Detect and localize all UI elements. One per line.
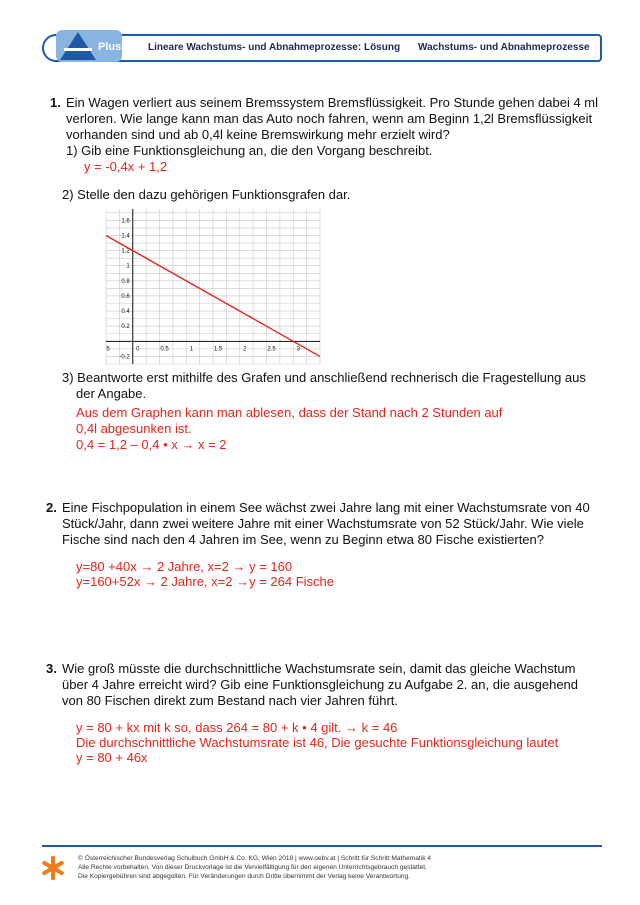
- y-tick-label: 0.6: [121, 293, 130, 300]
- task1-sub3: 3) Beantworte erst mithilfe des Grafen und anschließend rechnerisch die Fragestellung aus: [62, 370, 586, 385]
- task2-number: 2.: [46, 500, 57, 515]
- task1-sub2: 2) Stelle den dazu gehörigen Funktionsgrafen dar.: [62, 187, 351, 202]
- task3-answer: Die durchschnittliche Wachstumsrate ist 46, Die gesuchte Funktionsgleichung lautet: [76, 735, 559, 750]
- task2-line: Eine Fischpopulation in einem See wächst zwei Jahre lang mit einer Wachstumsrate von 40: [62, 500, 590, 515]
- task1-line: verloren. Wie lange kann man das Auto noch fahren, wenn am Beginn 1,2l Bremsflüssigkeit: [66, 111, 593, 126]
- task1-answer1: y = -0,4x + 1,2: [84, 159, 168, 174]
- task1-sub3: der Angabe.: [76, 386, 147, 401]
- plus-logo: [56, 28, 122, 64]
- x-tick-label: 0.5: [160, 346, 169, 353]
- task1-number: 1.: [50, 95, 61, 110]
- y-tick-label: 1: [126, 263, 130, 270]
- task2-line: Fische sind nach den 4 Jahren im See, wenn zu Beginn etwa 80 Fische existierten?: [62, 532, 544, 547]
- task1-line: Ein Wagen verliert aus seinem Bremssystem Bremsflüssigkeit. Pro Stunde gehen dabei 4 ml: [66, 95, 599, 110]
- y-tick-label: 0.2: [121, 324, 130, 331]
- x-tick-label: 3: [296, 346, 300, 353]
- header-title: Lineare Wachstums- und Abnahmeprozesse: Lösung: [148, 42, 401, 53]
- y-tick-label: -0.2: [119, 354, 130, 361]
- task2-answer: y=160+52x → 2 Jahre, x=2 →y = 264 Fische: [76, 574, 334, 589]
- task2-answer: y=80 +40x → 2 Jahre, x=2 → y = 160: [76, 559, 293, 574]
- y-tick-label: 0.8: [121, 278, 130, 285]
- task1-answer3: 0,4l abgesunken ist.: [76, 421, 192, 436]
- x-tick-label: 1: [189, 346, 193, 353]
- task3-line: über 4 Jahre erreicht wird? Gib eine Funktionsgleichung zu Aufgabe 2. an, die ausgehend: [62, 677, 579, 692]
- x-tick-label: 2.5: [267, 346, 276, 353]
- task3-answer: y = 80 + kx mit k so, dass 264 = 80 + k • 4 gilt. → k = 46: [76, 720, 398, 735]
- footer-disclaimer: Die Kopiergebühren sind abgegolten. Für Veränderungen durch Dritte übernimmt der Verlag keine Verantwortung.: [78, 873, 411, 880]
- task3-line: von 80 Fischen direkt zum Bestand nach vier Jahren führt.: [62, 693, 399, 708]
- oebv-star-icon: [40, 855, 66, 881]
- x-tick-label: 0: [136, 346, 140, 353]
- footer-rights: Alle Rechte vorbehalten. Von dieser Druckvorlage ist die Vervielfältigung für den eigenen Unterrichtsgebrauch gestattet.: [78, 864, 427, 871]
- task1-answer3: 0,4 = 1,2 – 0,4 • x → x = 2: [76, 437, 227, 452]
- x-tick-label: 5: [106, 346, 110, 353]
- header-topic: Wachstums- und Abnahmeprozesse: [418, 42, 590, 53]
- y-tick-label: 1.2: [121, 248, 130, 255]
- function-graph: [100, 206, 326, 368]
- task3-number: 3.: [46, 661, 57, 676]
- task1-line: vorhanden sind und ab 0,4l keine Bremswirkung mehr erzielt wird?: [66, 127, 450, 142]
- x-tick-label: 2: [243, 346, 247, 353]
- y-tick-label: 1.4: [121, 233, 130, 240]
- footer-divider: [42, 845, 602, 847]
- task3-answer: y = 80 + 46x: [76, 750, 148, 765]
- footer-copyright: © Österreichischer Bundesverlag Schulbuch GmbH & Co. KG, Wien 2018 | www.oebv.at | Schritt für Schritt Mathematik 4: [78, 855, 432, 862]
- y-tick-label: 1.6: [121, 218, 130, 225]
- x-tick-label: 1.5: [213, 346, 223, 353]
- task1-answer3: Aus dem Graphen kann man ablesen, dass der Stand nach 2 Stunden auf: [76, 405, 503, 420]
- task1-sub1: 1) Gib eine Funktionsgleichung an, die den Vorgang beschreibt.: [66, 143, 433, 158]
- logo-text: Plus: [98, 41, 122, 53]
- y-tick-label: 0.4: [121, 309, 130, 316]
- task3-line: Wie groß müsste die durchschnittliche Wachstumsrate sein, damit das gleiche Wachstum: [62, 661, 576, 676]
- task2-line: Stück/Jahr, dann zwei weitere Jahre mit einer Wachstumsrate von 52 Stück/Jahr. Wie viele: [62, 516, 584, 531]
